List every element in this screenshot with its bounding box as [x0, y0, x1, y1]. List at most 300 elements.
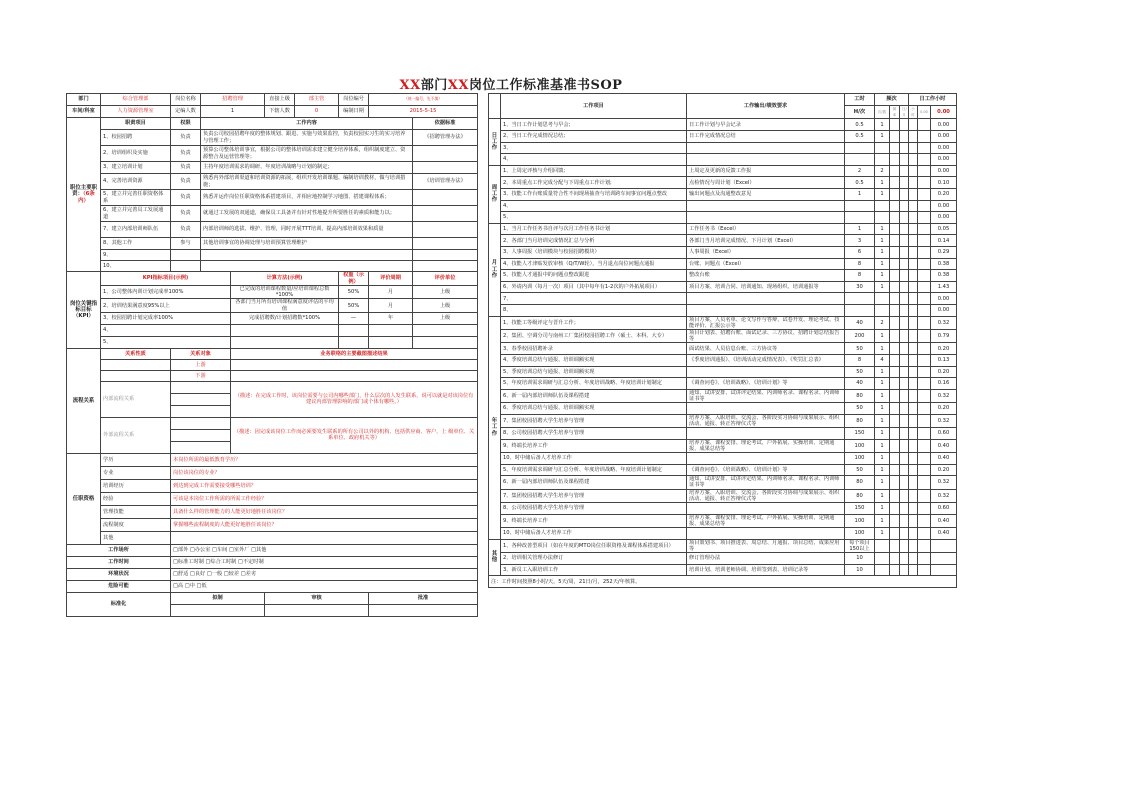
work-blank — [918, 343, 931, 355]
duty-item: 2、培训组织及实施 — [101, 146, 171, 162]
work-hours: 8 — [845, 258, 875, 270]
work-blank — [918, 235, 931, 247]
table-row — [489, 414, 957, 427]
kpi-method — [231, 324, 339, 336]
work-hours — [845, 293, 875, 305]
work-hr — [909, 270, 918, 282]
work-rate — [890, 246, 900, 258]
table-row — [489, 354, 957, 366]
work-freq: 1 — [875, 246, 890, 258]
work-hr — [909, 389, 918, 402]
kpi-h-unit: 评价单位 — [413, 272, 478, 286]
work-hr — [909, 343, 918, 355]
duty-std: 《招聘管理办法》 — [413, 130, 478, 146]
duty-content: 内部培训师的选拔、维护、管理，同时开展TTT培训，提高内部培训效果和质量 — [201, 222, 413, 238]
work-freq: 1 — [875, 131, 890, 143]
work-daily-hours: 0.00 — [931, 165, 957, 177]
kpi-unit — [413, 336, 478, 348]
work-hours: 50 — [845, 464, 875, 476]
work-output: 输出问题点及沟通整改意见 — [687, 188, 845, 200]
work-daily-hours: 0.00 — [931, 293, 957, 305]
work-item: 3、人事周报（培训模块与校园招聘模块） — [501, 246, 687, 258]
ws-value: 人力资源管理室 — [101, 106, 171, 118]
work-freq: 1 — [875, 514, 890, 527]
table-row — [67, 261, 478, 272]
work-rate — [890, 439, 900, 452]
work-rate — [890, 503, 900, 515]
env-options[interactable]: □舒适 □良好 □一般 □较差 □差劣 — [171, 568, 478, 580]
work-blank — [918, 366, 931, 378]
work-rate — [890, 354, 900, 366]
flow-section-label: 流程关系 — [67, 348, 101, 453]
work-rows — [489, 119, 957, 576]
duty-content: 熟悉并运作岗位任职资格体系搭建项目，并相应地控制学习地图、搭建课程体系； — [201, 190, 413, 206]
work-hr — [909, 428, 918, 440]
date-value: 2015-5-15 — [369, 106, 478, 118]
work-item: 2、各部门当月培训完成情况汇总与分析 — [501, 235, 687, 247]
work-blank — [918, 329, 931, 342]
duty-h-std: 依据标准 — [413, 118, 478, 130]
work-item: 8、公司校园招聘大学生培养与管理 — [501, 503, 687, 515]
work-hours: 0.5 — [845, 131, 875, 143]
dept-value: 综合管理部 — [101, 94, 171, 106]
work-freq: 1 — [875, 428, 890, 440]
work-freq — [875, 200, 890, 212]
duty-auth: 负责 — [171, 130, 201, 146]
duty-content: 负责公司校园招聘年度的整体规划、跟进、实施与效果监控，负责校园实习生的实习培养与管理工作； — [201, 130, 413, 146]
std-draft-cell — [171, 604, 265, 616]
group-label-m: 月工作 — [489, 223, 501, 316]
flow-up-desc — [231, 359, 478, 370]
work-output: 培养方案、课程安排、理论考试、户外拓展、实操培训、定期通报、成果总结等 — [687, 514, 845, 527]
duty-std: 《培训管理办法》 — [413, 174, 478, 190]
work-hours: 2 — [845, 165, 875, 177]
work-blank — [918, 514, 931, 527]
flow-external-note: （描述：因完成该岗位工作而必须要发生联系的所有公司以外的机构、包括供应商、客户、上 级单位、关系单位、政府机关等） — [231, 417, 478, 453]
work-daily-hours: 0.60 — [931, 503, 957, 515]
table-row — [489, 428, 957, 440]
duty-content — [201, 250, 413, 261]
work-item: 4、 — [501, 154, 687, 166]
flow-external-obj — [171, 441, 231, 453]
duty-item: 7、建立内部培训师队伍 — [101, 222, 171, 238]
work-daily-hours: 0.20 — [931, 366, 957, 378]
work-hours — [845, 154, 875, 166]
env-label: 环境状况 — [67, 568, 171, 580]
work-item: 6、外请内训（每月一次）项目（其中每年有1-2次的户外拓展项目） — [501, 281, 687, 293]
table-row — [67, 272, 478, 286]
work-item: 5、年度培训需求调研与汇总分析、年度培训战略、年度培训计划制定 — [501, 464, 687, 476]
work-daily-hours: 1.43 — [931, 281, 957, 293]
rh-hours: 工时 — [845, 94, 875, 106]
work-hours: 150 — [845, 428, 875, 440]
kpi-section — [67, 272, 478, 349]
work-hours — [845, 304, 875, 316]
pos-label: 岗位名称 — [171, 94, 201, 106]
work-unit — [900, 366, 909, 378]
work-hr — [909, 235, 918, 247]
work-item: 4、技能人才津贴发放审核（Q/T/W轮），当月退点岗位问题点通报 — [501, 258, 687, 270]
flow-blank — [101, 359, 171, 370]
rh-freq: 频次 — [875, 94, 909, 106]
work-daily-hours: 0.32 — [931, 389, 957, 402]
work-rate — [890, 258, 900, 270]
table-row — [489, 119, 957, 131]
duty-item: 6、建立并完善员工发展通道 — [101, 206, 171, 222]
work-item: 7、 — [501, 293, 687, 305]
table-row — [67, 370, 478, 381]
table-row — [489, 403, 957, 415]
table-row — [489, 293, 957, 305]
work-rate — [890, 539, 900, 552]
flow-internal-obj — [171, 381, 231, 393]
work-hours: 100 — [845, 439, 875, 452]
work-rate — [890, 464, 900, 476]
work-hr — [909, 165, 918, 177]
work-hr — [909, 476, 918, 489]
work-unit — [900, 235, 909, 247]
table-row — [489, 464, 957, 476]
work-rate — [890, 553, 900, 565]
work-daily-hours: 0.20 — [931, 464, 957, 476]
qual-value — [171, 531, 478, 544]
work-hr — [909, 142, 918, 154]
table-row — [489, 316, 957, 329]
work-unit — [900, 514, 909, 527]
flow-external-label: 外部流程关系 — [101, 417, 171, 453]
kpi-item: 5、 — [101, 336, 231, 348]
rs-unit: 日/月 — [900, 106, 909, 119]
table-row — [67, 299, 478, 312]
work-hr — [909, 528, 918, 540]
duty-item: 5、建立并完善任职资格体系 — [101, 190, 171, 206]
qual-value: 岗位该岗位的专业？ — [171, 466, 478, 479]
group-label-y: 年工作 — [489, 316, 501, 539]
duty-std — [413, 206, 478, 222]
work-blank — [918, 528, 931, 540]
work-freq — [875, 154, 890, 166]
pos-value: 招聘管理 — [201, 94, 265, 106]
table-row — [489, 489, 957, 502]
duty-h-auth: 权限 — [171, 118, 201, 130]
table-row — [489, 131, 957, 143]
rs-total-b: 0.00 — [931, 106, 957, 119]
kpi-item: 1、公司整体内训计划完成率100% — [101, 286, 231, 299]
work-item: 5、技能人才通报中的问题点整改跟进 — [501, 270, 687, 282]
work-blank — [918, 414, 931, 427]
work-output — [687, 200, 845, 212]
qual-key: 学历 — [101, 453, 171, 466]
table-row — [489, 235, 957, 247]
table-row — [67, 518, 478, 531]
table-row — [489, 539, 957, 552]
risk-label: 危险可能 — [67, 580, 171, 592]
table-row — [489, 270, 957, 282]
dept-label: 部门 — [67, 94, 101, 106]
work-blank — [918, 200, 931, 212]
kpi-h-method: 计算方法(示例) — [231, 272, 339, 286]
work-unit — [900, 403, 909, 415]
work-output: 点检情况与周计划（Excel） — [687, 177, 845, 189]
duty-item: 1、校园招聘 — [101, 130, 171, 146]
work-item: 3、 — [501, 142, 687, 154]
duty-item: 10、 — [101, 261, 171, 272]
duty-auth: 负责 — [171, 222, 201, 238]
work-freq: 1 — [875, 177, 890, 189]
work-rate — [890, 453, 900, 465]
work-daily-hours: 0.10 — [931, 177, 957, 189]
table-row — [489, 453, 957, 465]
kpi-item: 4、 — [101, 324, 231, 336]
work-freq: 1 — [875, 281, 890, 293]
work-hours: 80 — [845, 414, 875, 427]
work-hours: 100 — [845, 514, 875, 527]
kpi-weight — [339, 336, 369, 348]
work-daily-hours: 0.00 — [931, 304, 957, 316]
work-rate — [890, 329, 900, 342]
work-unit — [900, 476, 909, 489]
std-label: 标准化 — [67, 592, 171, 616]
work-rate — [890, 378, 900, 390]
work-hr — [909, 177, 918, 189]
work-blank — [918, 316, 931, 329]
work-item: 7、集团校园招聘大学生培养与管理 — [501, 489, 687, 502]
table-row — [67, 286, 478, 299]
work-hours: 10 — [845, 564, 875, 576]
flow-h-desc: 业务联络的主要截图描述结果 — [231, 348, 478, 359]
table-row — [67, 381, 478, 393]
work-rate — [890, 528, 900, 540]
work-hours: 8 — [845, 354, 875, 366]
work-unit — [900, 414, 909, 427]
work-freq: 1 — [875, 464, 890, 476]
work-blank — [918, 281, 931, 293]
title-dept-placeholder: XX — [399, 78, 421, 93]
work-unit — [900, 131, 909, 143]
work-output: 项目方案、人员名单、论文写作与答辩、试卷开发、理论考试、技能评价、汇报公示等 — [687, 316, 845, 329]
duty-auth: 负责 — [171, 174, 201, 190]
work-daily-hours: 0.00 — [931, 131, 957, 143]
work-rate — [890, 119, 900, 131]
work-item: 6、季度培训总结与通报、培训调额实现 — [501, 403, 687, 415]
std-approve: 批准 — [369, 592, 478, 604]
work-daily-hours: 0.00 — [931, 119, 957, 131]
kpi-h-item: KPI指标项目(示例) — [101, 272, 231, 286]
table-row — [67, 312, 478, 324]
work-freq: 1 — [875, 403, 890, 415]
work-item: 1、各种改善型项目（如在年度的MTO岗位任职资格及课程体系搭建项目） — [501, 539, 687, 552]
time-options[interactable]: □标准工时制 □综合工时制 □不定时制 — [171, 556, 478, 568]
work-freq — [875, 212, 890, 224]
qual-section-label: 任职资格 — [67, 453, 101, 544]
work-daily-hours: 0.20 — [931, 343, 957, 355]
work-blank — [918, 564, 931, 576]
work-hours: 30 — [845, 281, 875, 293]
work-hours: 1 — [845, 223, 875, 235]
work-hr — [909, 539, 918, 552]
work-unit — [900, 316, 909, 329]
ws-label: 车间/科室 — [67, 106, 101, 118]
kpi-weight: 50% — [339, 286, 369, 299]
work-rate — [890, 489, 900, 502]
work-unit — [900, 223, 909, 235]
kpi-weight — [339, 324, 369, 336]
work-daily-hours: 0.79 — [931, 329, 957, 342]
work-freq: 1 — [875, 329, 890, 342]
right-blank-hd — [489, 94, 501, 119]
work-rate — [890, 366, 900, 378]
work-item: 2、集团、空调分司与南州工厂集团校园招聘工作（硕士、本科、大专） — [501, 329, 687, 342]
work-rate — [890, 188, 900, 200]
work-rate — [890, 343, 900, 355]
work-blank — [918, 476, 931, 489]
work-rate — [890, 131, 900, 143]
risk-options[interactable]: □高 □中 □低 — [171, 580, 478, 592]
work-output: 日工作完成情况总结 — [687, 131, 845, 143]
work-hr — [909, 258, 918, 270]
work-item: 4、季度培训总结与通报、培训调额实现 — [501, 354, 687, 366]
duty-section-title: 职位主要职责： — [70, 185, 97, 198]
kpi-method: 完成招聘数/计划招聘数*100% — [231, 312, 339, 324]
work-hr — [909, 188, 918, 200]
work-hours: 每个项目150以上 — [845, 539, 875, 552]
work-daily-hours: 0.16 — [931, 378, 957, 390]
work-output: 《调查问卷》、《培训战略》、《培训计划》等 — [687, 378, 845, 390]
work-output — [687, 212, 845, 224]
work-blank — [918, 354, 931, 366]
table-row — [67, 359, 478, 370]
work-output — [687, 503, 845, 515]
work-daily-hours — [931, 553, 957, 565]
table-row — [489, 142, 957, 154]
table-row — [489, 378, 957, 390]
work-hr — [909, 553, 918, 565]
table-row — [67, 250, 478, 261]
work-item: 3、春季校园招聘补录 — [501, 343, 687, 355]
work-freq: 1 — [875, 366, 890, 378]
work-blank — [918, 403, 931, 415]
kpi-method: 各部门当月所有培训课程满意度评估的平均值 — [231, 299, 339, 312]
title-text: 岗位工作标准基准书SOP — [468, 78, 623, 93]
work-daily-hours: 0.13 — [931, 354, 957, 366]
work-rate — [890, 235, 900, 247]
work-freq: 1 — [875, 270, 890, 282]
work-output: 各部门当月培训完成情况、下月计划（Excel） — [687, 235, 845, 247]
work-freq: 1 — [875, 389, 890, 402]
table-row — [489, 553, 957, 565]
table-row — [489, 258, 957, 270]
work-daily-hours: 0.40 — [931, 514, 957, 527]
table-row — [489, 177, 957, 189]
table-row — [67, 174, 478, 190]
work-item: 4、 — [501, 200, 687, 212]
place-options[interactable]: □部外 □办公室 □车间 □室外厂 □其他 — [171, 544, 478, 556]
table-row — [489, 564, 957, 576]
work-item: 5、季度培训总结与通报、培训调额实现 — [501, 366, 687, 378]
work-unit — [900, 539, 909, 552]
page-title — [66, 74, 956, 93]
duty-std — [413, 261, 478, 272]
work-unit — [900, 293, 909, 305]
duty-auth — [171, 250, 201, 261]
work-item: 6、新一届内部培训师队伍及课程搭建 — [501, 389, 687, 402]
work-blank — [918, 246, 931, 258]
duty-content: 就通过工发展的双通道，确保员工具备并有针对性地提升所要胜任的素质和能力以； — [201, 206, 413, 222]
work-daily-hours: 0.40 — [931, 453, 957, 465]
work-output: 培养方案、入职培训、交流会、各阶段实习协调与成果展示、组织活动、通报、转正答辩仪式等 — [687, 489, 845, 502]
work-freq: 1 — [875, 439, 890, 452]
work-unit — [900, 119, 909, 131]
rs-total-a: 0.00 — [918, 106, 931, 119]
table-row — [67, 130, 478, 146]
work-hours: 50 — [845, 366, 875, 378]
rs-hour: 小时 — [909, 106, 918, 119]
work-item: 5、 — [501, 212, 687, 224]
work-output: 上周定及更新的反馈工作报 — [687, 165, 845, 177]
place-label: 工作场所 — [67, 544, 171, 556]
rs-hper: H/次 — [845, 106, 875, 119]
work-hr — [909, 453, 918, 465]
work-rate — [890, 270, 900, 282]
work-hr — [909, 131, 918, 143]
table-row — [67, 190, 478, 206]
flow-h-nature: 关系性质 — [101, 348, 171, 359]
work-freq: 1 — [875, 489, 890, 502]
work-item: 10、时中储后备人才培养工作 — [501, 453, 687, 465]
work-unit — [900, 304, 909, 316]
duty-std — [413, 146, 478, 162]
qual-key: 经验 — [101, 492, 171, 505]
work-hr — [909, 154, 918, 166]
table-row — [67, 348, 478, 359]
table-row — [489, 389, 957, 402]
work-item: 1、当月工作任务书自评与次月工作任务书计划 — [501, 223, 687, 235]
table-row — [489, 503, 957, 515]
work-output — [687, 293, 845, 305]
work-daily-hours: 0.00 — [931, 212, 957, 224]
work-output — [687, 453, 845, 465]
work-hr — [909, 316, 918, 329]
work-hours: 50 — [845, 343, 875, 355]
qual-value: 可该是本岗位工作所需的所需工作经验？ — [171, 492, 478, 505]
duty-std — [413, 238, 478, 250]
qual-key: 管理技能 — [101, 505, 171, 518]
work-output — [687, 304, 845, 316]
work-output: 整改台账 — [687, 270, 845, 282]
work-blank — [918, 223, 931, 235]
flow-internal-note: （描述：在完成工作时，该岗位需要与公司内哪些部门、什么层次的人发生联系，说可以就是对该岗位有建议内部管理影响的部门或个体有哪些。） — [231, 381, 478, 417]
work-unit — [900, 329, 909, 342]
work-blank — [918, 258, 931, 270]
work-freq — [875, 304, 890, 316]
work-daily-hours — [931, 564, 957, 576]
table-row — [489, 188, 957, 200]
work-unit — [900, 200, 909, 212]
work-daily-hours: 0.32 — [931, 316, 957, 329]
work-freq: 1 — [875, 258, 890, 270]
work-daily-hours: 0.32 — [931, 414, 957, 427]
table-row — [67, 118, 478, 130]
rs-count: 次/数 — [875, 106, 890, 119]
work-hours — [845, 142, 875, 154]
work-hr — [909, 281, 918, 293]
duty-item: 4、完善培训资源 — [101, 174, 171, 190]
sup-value: 部主管 — [295, 94, 339, 106]
table-row — [67, 453, 478, 466]
work-daily-hours: 0.20 — [931, 403, 957, 415]
work-hours: 40 — [845, 378, 875, 390]
kpi-section-label: 岗位关键指标目标（KPI） — [67, 272, 101, 349]
